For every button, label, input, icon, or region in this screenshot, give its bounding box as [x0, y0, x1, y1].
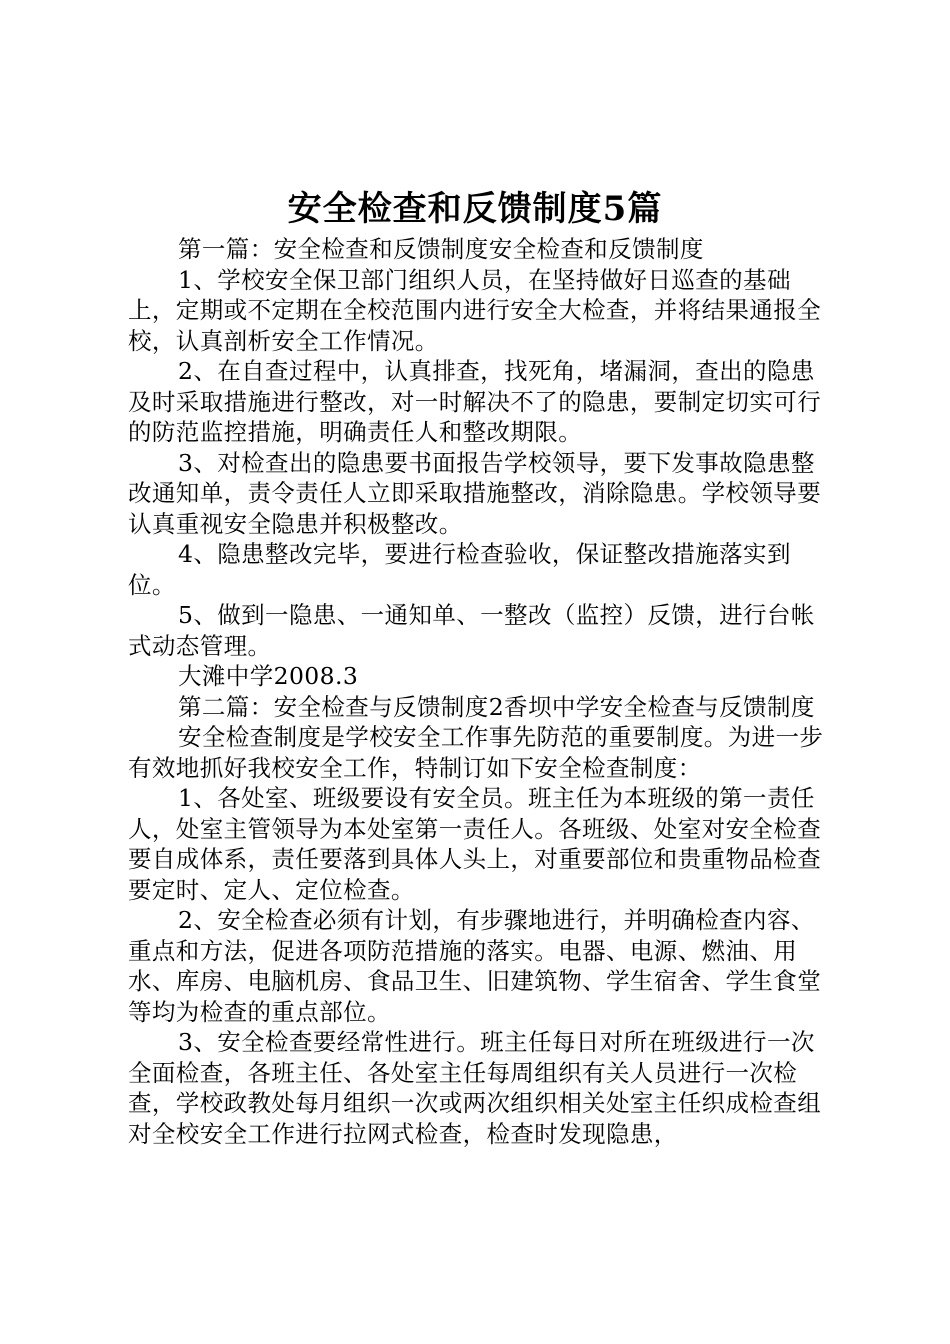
- paragraph: 1、学校安全保卫部门组织人员，在坚持做好日巡查的基础上，定期或不定期在全校范围内进行安全大检查，并将结果通报全校，认真剖析安全工作情况。: [128, 265, 822, 355]
- section-heading-1: 第一篇：安全检查和反馈制度安全检查和反馈制度: [178, 235, 704, 263]
- paragraph: 1、各处室、班级要设有安全员。班主任为本班级的第一责任人，处室主管领导为本处室第一责任人。各班级、处室对安全检查要自成体系，责任要落到具体人头上，对重要部位和贵重物品检查要定时、定人、定位检查。: [128, 784, 822, 904]
- section-heading-2: 第二篇：安全检查与反馈制度2香坝中学安全检查与反馈制度: [178, 692, 815, 721]
- paragraph: 2、在自查过程中，认真排查，找死角，堵漏洞，查出的隐患及时采取措施进行整改，对一时解决不了的隐患，要制定切实可行的防范监控措施，明确责任人和整改期限。: [128, 357, 822, 446]
- paragraph: 4、隐患整改完毕，要进行检查验收，保证整改措施落实到位。: [128, 540, 791, 599]
- document-body: [128, 234, 832, 1149]
- paragraph: 2、安全检查必须有计划，有步骤地进行，并明确检查内容、重点和方法，促进各项防范措施的落实。电器、电源、燃油、用水、库房、电脑机房、食品卫生、旧建筑物、学生宿舍、学生食堂等均为检查的重点部位。: [128, 906, 822, 1026]
- paragraph: 安全检查制度是学校安全工作事先防范的重要制度。为进一步有效地抓好我校安全工作，特制订如下安全检查制度：: [128, 723, 824, 782]
- paragraph: 3、安全检查要经常性进行。班主任每日对所在班级进行一次全面检查，各班主任、各处室主任每周组织有关人员进行一次检查，学校政教处每月组织一次或两次组织相关处室主任织成检查组对全校安全工作进行拉网式检查，检查时发现隐患，: [128, 1028, 822, 1148]
- document-title: 安全检查和反馈制度5篇: [287, 189, 663, 229]
- paragraph: 3、对检查出的隐患要书面报告学校领导，要下发事故隐患整改通知单，责令责任人立即采取措施整改，消除隐患。学校领导要认真重视安全隐患并积极整改。: [128, 448, 822, 538]
- signature-line: 大滩中学2008.3: [178, 662, 359, 690]
- paragraph: 5、做到一隐患、一通知单、一整改（监控）反馈，进行台帐式动态管理。: [128, 601, 815, 660]
